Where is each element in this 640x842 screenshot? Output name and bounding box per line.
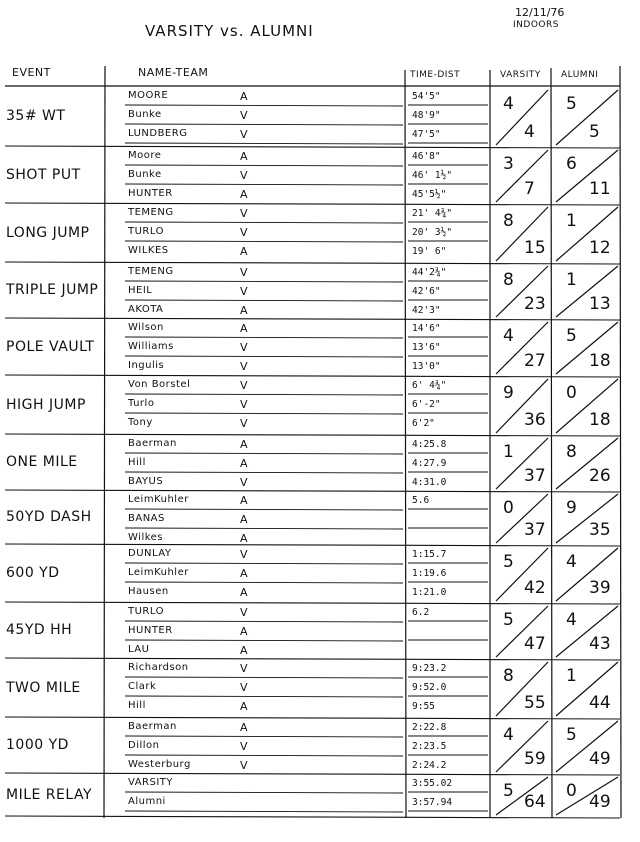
athlete-mark: 46' 1½" (412, 170, 453, 181)
varsity-points: 3 (503, 154, 514, 174)
entry-underline (125, 755, 403, 756)
event-separator (5, 544, 620, 546)
athlete-name: Hausen (128, 586, 169, 597)
athlete-mark: 6.2 (412, 607, 430, 618)
athlete-team: V (240, 128, 248, 141)
athlete-mark: 54'5" (412, 91, 441, 102)
varsity-running-total: 42 (524, 578, 546, 598)
entry-underline (125, 528, 403, 529)
athlete-mark: 4:31.0 (412, 477, 447, 488)
athlete-name: Bunke (128, 169, 162, 180)
alumni-running-total: 43 (589, 634, 611, 654)
entry-underline (125, 811, 403, 812)
athlete-name: Clark (128, 681, 157, 692)
athlete-team: V (240, 759, 248, 772)
alumni-running-total: 11 (589, 179, 611, 199)
athlete-team: A (240, 532, 248, 545)
athlete-name: TEMENG (128, 207, 174, 218)
alumni-points: 4 (566, 552, 577, 572)
sheet-title: VARSITY vs. ALUMNI (145, 22, 314, 40)
athlete-name: Von Borstel (128, 379, 191, 390)
alumni-running-total: 39 (589, 578, 611, 598)
event-name: HIGH JUMP (6, 396, 86, 413)
athlete-mark: 47'5" (412, 129, 441, 140)
varsity-running-total: 59 (524, 749, 546, 769)
athlete-mark: 1:19.6 (412, 568, 447, 579)
athlete-name: Moore (128, 150, 162, 161)
alumni-points: 1 (566, 270, 577, 290)
alumni-points: 8 (566, 442, 577, 462)
event-separator (5, 490, 620, 492)
athlete-name: LeimKuhler (128, 567, 189, 578)
athlete-name: HUNTER (128, 625, 173, 636)
sheet-date: 12/11/76 (515, 6, 565, 19)
athlete-team: V (240, 285, 248, 298)
alumni-points: 9 (566, 498, 577, 518)
varsity-running-total: 36 (524, 410, 546, 430)
athlete-team: A (240, 322, 248, 335)
athlete-team: V (240, 266, 248, 279)
athlete-name: Bunke (128, 109, 162, 120)
athlete-mark: 2:24.2 (412, 760, 447, 771)
alumni-running-total: 26 (589, 466, 611, 486)
event-separator (5, 602, 620, 604)
column-header-name-team: NAME-TEAM (138, 66, 209, 79)
entry-underline (125, 281, 403, 282)
entry-underline (125, 222, 403, 223)
entry-underline (125, 621, 403, 622)
entry-underline (125, 356, 403, 357)
alumni-running-total: 49 (589, 792, 611, 812)
entry-underline (125, 640, 403, 641)
athlete-mark: 2:23.5 (412, 741, 447, 752)
athlete-team: A (240, 721, 248, 734)
athlete-name: Richardson (128, 662, 189, 673)
varsity-points: 4 (503, 326, 514, 346)
alumni-running-total: 13 (589, 294, 611, 314)
athlete-name: LUNDBERG (128, 128, 188, 139)
athlete-name: Tony (128, 417, 153, 428)
athlete-team: V (240, 662, 248, 675)
alumni-points: 1 (566, 666, 577, 686)
athlete-team: V (240, 109, 248, 122)
varsity-points: 5 (503, 610, 514, 630)
varsity-running-total: 27 (524, 351, 546, 371)
athlete-team: V (240, 360, 248, 373)
event-name: POLE VAULT (6, 338, 95, 355)
alumni-points: 5 (566, 94, 577, 114)
athlete-name: HUNTER (128, 188, 173, 199)
entry-underline (125, 184, 403, 185)
athlete-name: Wilkes (128, 532, 164, 543)
athlete-mark: 5.6 (412, 495, 430, 506)
athlete-team: A (240, 90, 248, 103)
athlete-team: A (240, 188, 248, 201)
entry-underline (125, 124, 403, 125)
event-name: 1000 YD (6, 737, 69, 753)
athlete-name: Westerburg (128, 759, 191, 770)
entry-underline (125, 241, 403, 242)
athlete-mark: 1:21.0 (412, 587, 447, 598)
athlete-name: TURLO (128, 226, 164, 237)
athlete-mark: 6' 4¾" (412, 380, 447, 391)
sheet-location: INDOORS (513, 20, 559, 30)
athlete-team: V (240, 606, 248, 619)
athlete-team: V (240, 548, 248, 561)
athlete-mark: 21' 4¾" (412, 208, 453, 219)
athlete-mark: 9:52.0 (412, 682, 447, 693)
varsity-points: 5 (503, 781, 514, 801)
entry-underline (125, 413, 403, 414)
event-separator (5, 375, 620, 377)
athlete-team: A (240, 700, 248, 713)
athlete-name: MOORE (128, 90, 169, 101)
alumni-points: 4 (566, 610, 577, 630)
alumni-points: 5 (566, 326, 577, 346)
varsity-points: 0 (503, 498, 514, 518)
athlete-team: A (240, 586, 248, 599)
athlete-name: Hill (128, 457, 146, 468)
varsity-points: 8 (503, 211, 514, 231)
varsity-points: 4 (503, 725, 514, 745)
alumni-running-total: 18 (589, 410, 611, 430)
varsity-running-total: 15 (524, 238, 546, 258)
athlete-mark: 44'2¾" (412, 267, 447, 278)
event-separator (5, 146, 620, 148)
athlete-team: V (240, 417, 248, 430)
entry-underline (125, 394, 403, 395)
varsity-running-total: 7 (524, 179, 535, 199)
varsity-points: 1 (503, 442, 514, 462)
event-name: MILE RELAY (6, 786, 93, 803)
event-separator (5, 816, 620, 818)
varsity-points: 4 (503, 94, 514, 114)
varsity-points: 8 (503, 666, 514, 686)
event-name: 50YD DASH (6, 509, 92, 525)
athlete-name: Alumni (128, 796, 166, 807)
athlete-team: V (240, 740, 248, 753)
athlete-mark: 9:55 (412, 701, 435, 712)
varsity-running-total: 55 (524, 693, 546, 713)
athlete-name: Turlo (128, 398, 155, 409)
event-separator (5, 717, 620, 719)
athlete-mark: 1:15.7 (412, 549, 447, 560)
athlete-mark: 6'2" (412, 418, 435, 429)
athlete-mark: 4:25.8 (412, 439, 447, 450)
athlete-team: A (240, 494, 248, 507)
athlete-team: V (240, 226, 248, 239)
athlete-team: A (240, 644, 248, 657)
alumni-running-total: 35 (589, 520, 611, 540)
athlete-mark: 3:55.02 (412, 778, 453, 789)
athlete-mark: 14'6" (412, 323, 441, 334)
entry-underline (125, 105, 403, 106)
varsity-running-total: 47 (524, 634, 546, 654)
athlete-name: LAU (128, 644, 150, 655)
entry-underline (125, 165, 403, 166)
varsity-running-total: 4 (524, 122, 535, 142)
athlete-name: DUNLAY (128, 548, 172, 559)
athlete-name: AKOTA (128, 304, 164, 315)
athlete-mark: 19' 6" (412, 246, 447, 257)
athlete-name: VARSITY (128, 777, 174, 788)
athlete-mark: 13'6" (412, 342, 441, 353)
event-name: TWO MILE (6, 679, 81, 696)
varsity-running-total: 64 (524, 792, 546, 812)
event-separator (5, 658, 620, 660)
athlete-mark: 42'3" (412, 305, 441, 316)
column-header-time-dist: TIME-DIST (410, 70, 461, 80)
entry-underline (125, 337, 403, 338)
alumni-points: 1 (566, 211, 577, 231)
athlete-mark: 3:57.94 (412, 797, 453, 808)
event-name: SHOT PUT (6, 166, 81, 183)
varsity-points: 8 (503, 270, 514, 290)
alumni-running-total: 44 (589, 693, 611, 713)
entry-underline (125, 453, 403, 454)
athlete-mark: 46'8" (412, 151, 441, 162)
event-name: 600 YD (6, 565, 60, 581)
alumni-points: 5 (566, 725, 577, 745)
divider-event-name (104, 66, 105, 818)
event-separator (5, 434, 620, 436)
divider-right-edge (620, 66, 621, 818)
alumni-points: 0 (566, 781, 577, 801)
event-separator (5, 773, 620, 775)
athlete-name: Williams (128, 341, 174, 352)
athlete-name: TURLO (128, 606, 164, 617)
athlete-team: V (240, 398, 248, 411)
alumni-points: 0 (566, 383, 577, 403)
entry-underline (125, 736, 403, 737)
athlete-name: Baerman (128, 721, 177, 732)
athlete-name: Baerman (128, 438, 177, 449)
varsity-running-total: 23 (524, 294, 546, 314)
athlete-name: Dillon (128, 740, 160, 751)
event-name: ONE MILE (6, 454, 78, 470)
athlete-mark: 13'0" (412, 361, 441, 372)
entry-underline (125, 300, 403, 301)
varsity-points: 5 (503, 552, 514, 572)
entry-underline (125, 792, 403, 793)
alumni-running-total: 18 (589, 351, 611, 371)
event-separator (5, 262, 620, 264)
divider-varsity-alumni (551, 68, 552, 818)
athlete-mark: 42'6" (412, 286, 441, 297)
alumni-points: 6 (566, 154, 577, 174)
alumni-running-total: 49 (589, 749, 611, 769)
athlete-mark: 4:27.9 (412, 458, 447, 469)
athlete-team: A (240, 625, 248, 638)
entry-underline (125, 677, 403, 678)
entry-underline (125, 143, 403, 144)
athlete-name: Ingulis (128, 360, 165, 371)
varsity-points: 9 (503, 383, 514, 403)
athlete-mark: 6'-2" (412, 399, 441, 410)
athlete-team: V (240, 681, 248, 694)
divider-name-mark (405, 70, 406, 818)
event-name: 35# WT (6, 108, 66, 124)
athlete-team: A (240, 245, 248, 258)
event-separator (5, 203, 620, 205)
athlete-team: V (240, 207, 248, 220)
entry-underline (125, 563, 403, 564)
event-separator (5, 318, 620, 320)
athlete-team: A (240, 567, 248, 580)
athlete-team: A (240, 150, 248, 163)
athlete-mark: 48'9" (412, 110, 441, 121)
athlete-team: V (240, 341, 248, 354)
entry-underline (125, 472, 403, 473)
athlete-team: A (240, 513, 248, 526)
athlete-team: V (240, 169, 248, 182)
athlete-name: Wilson (128, 322, 164, 333)
varsity-running-total: 37 (524, 466, 546, 486)
athlete-team: A (240, 438, 248, 451)
alumni-running-total: 5 (589, 122, 600, 142)
entry-underline (125, 509, 403, 510)
event-name: 45YD HH (6, 622, 73, 638)
alumni-running-total: 12 (589, 238, 611, 258)
entry-underline (125, 696, 403, 697)
athlete-mark: 45'5½" (412, 189, 447, 200)
athlete-team: A (240, 457, 248, 470)
event-name: TRIPLE JUMP (6, 282, 99, 298)
athlete-mark: 9:23.2 (412, 663, 447, 674)
entry-underline (125, 582, 403, 583)
athlete-name: LeimKuhler (128, 494, 189, 505)
column-header-alumni: ALUMNI (561, 70, 599, 80)
athlete-team: V (240, 476, 248, 489)
athlete-name: BANAS (128, 513, 165, 524)
athlete-team: V (240, 379, 248, 392)
athlete-name: HEIL (128, 285, 153, 296)
column-header-event: EVENT (12, 66, 51, 79)
column-header-varsity: VARSITY (500, 70, 541, 80)
athlete-mark: 2:22.8 (412, 722, 447, 733)
athlete-name: WILKES (128, 245, 169, 256)
athlete-name: Hill (128, 700, 146, 711)
varsity-running-total: 37 (524, 520, 546, 540)
athlete-name: TEMENG (128, 266, 174, 277)
athlete-name: BAYUS (128, 476, 164, 487)
athlete-mark: 20' 3½" (412, 227, 453, 238)
event-name: LONG JUMP (6, 224, 90, 241)
athlete-team: A (240, 304, 248, 317)
